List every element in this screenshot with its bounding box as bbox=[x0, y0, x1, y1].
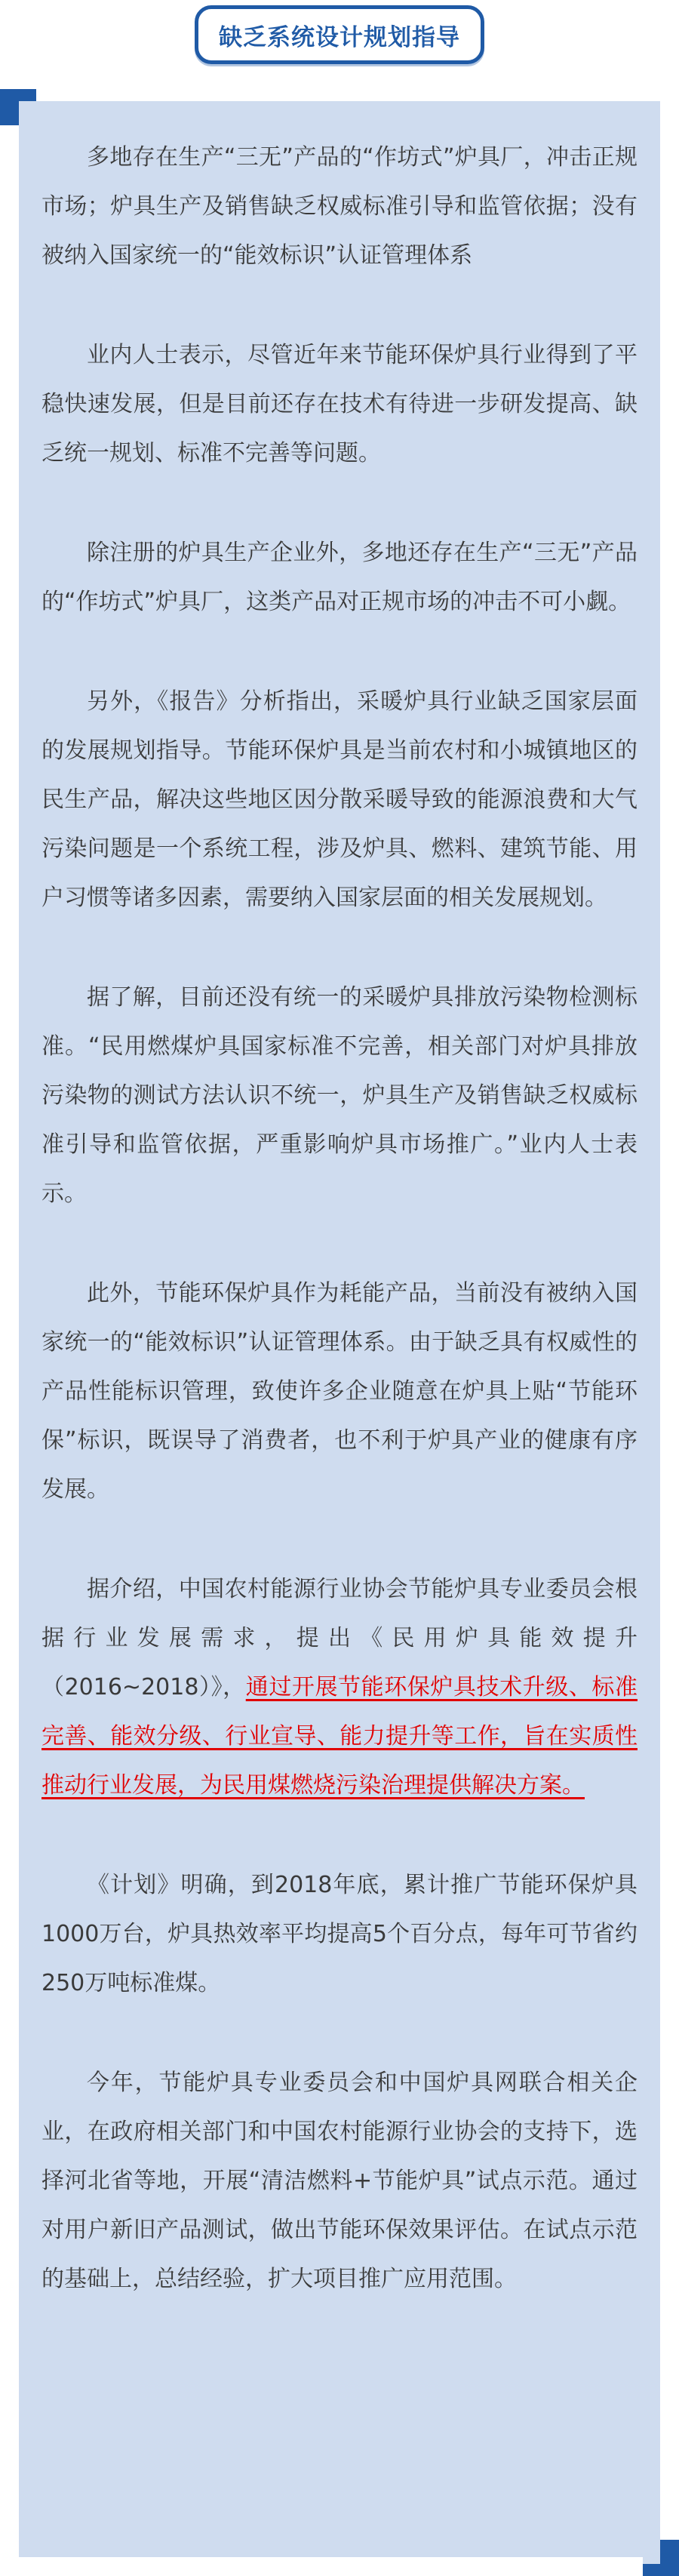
paragraph-text: 除注册的炉具生产企业外，多地还存在生产“三无”产品的“作坊式”炉具厂，这类产品对正规市场的冲击不可小觑。 bbox=[41, 540, 638, 615]
paragraph bbox=[41, 1565, 638, 1810]
highlighted-text: 通过开展节能环保炉具技术升级、标准完善、能效分级、行业宣导、能力提升等工作，旨在实质性推动行业发展，为民用煤燃烧污染治理提供解决方案。 bbox=[41, 1674, 638, 1799]
paragraph-text: 业内人士表示，尽管近年来节能环保炉具行业得到了平稳快速发展，但是目前还存在技术有待进一步研发提高、缺乏统一规划、标准不完善等问题。 bbox=[41, 342, 638, 466]
paragraph bbox=[41, 1860, 638, 2008]
paragraph bbox=[41, 331, 638, 478]
title-area bbox=[0, 0, 679, 75]
section-title: 缺乏系统设计规划指导 bbox=[219, 23, 460, 51]
paragraph-text: 今年，节能炉具专业委员会和中国炉具网联合相关企业，在政府相关部门和中国农村能源行业协会的支持下，选择河北省等地，开展“清洁燃料+节能炉具”试点示范。通过对用户新旧产品测试，做出节能环保效果评估。在试点示范的基础上，总结经验，扩大项目推广应用范围。 bbox=[41, 2070, 638, 2292]
paragraph bbox=[41, 677, 638, 922]
paragraph-text: 多地存在生产“三无”产品的“作坊式”炉具厂，冲击正规市场；炉具生产及销售缺乏权威标准引导和监管依据；没有被纳入国家统一的“能效标识”认证管理体系 bbox=[41, 144, 638, 269]
paragraph bbox=[41, 133, 638, 280]
paragraph-text: 据介绍，中国农村能源行业协会节能炉具专业委员会根据行业发展需求，提出《民用炉具能效提升（2016~2018）》， bbox=[41, 1576, 638, 1700]
paragraph bbox=[41, 2058, 638, 2304]
paragraph bbox=[41, 1269, 638, 1514]
paragraph bbox=[41, 528, 638, 626]
paragraph-text: 此外，节能环保炉具作为耗能产品，当前没有被纳入国家统一的“能效标识”认证管理体系。由于缺乏具有权威性的产品性能标识管理，致使许多企业随意在炉具上贴“节能环保”标识，既误导了消费者，也不利于炉具产业的健康有序发展。 bbox=[41, 1280, 638, 1503]
paragraph-text: 另外，《报告》分析指出，采暖炉具行业缺乏国家层面的发展规划指导。节能环保炉具是当前农村和小城镇地区的民生产品，解决这些地区因分散采暖导致的能源浪费和大气污染问题是一个系统工程，涉及炉具、燃料、建筑节能、用户习惯等诸多因素，需要纳入国家层面的相关发展规划。 bbox=[41, 688, 638, 911]
paragraph-text: 《计划》明确，到2018年底，累计推广节能环保炉具1000万台，炉具热效率平均提高5个百分点，每年可节省约250万吨标准煤。 bbox=[41, 1872, 638, 1996]
paragraph-text: 据了解，目前还没有统一的采暖炉具排放污染物检测标准。“民用燃煤炉具国家标准不完善，相关部门对炉具排放污染物的测试方法认识不统一，炉具生产及销售缺乏权威标准引导和监管依据，严重影响炉具市场推广。”业内人士表示。 bbox=[41, 984, 638, 1207]
section-title-badge bbox=[195, 5, 484, 64]
article-panel bbox=[19, 101, 660, 2557]
paragraph bbox=[41, 973, 638, 1218]
